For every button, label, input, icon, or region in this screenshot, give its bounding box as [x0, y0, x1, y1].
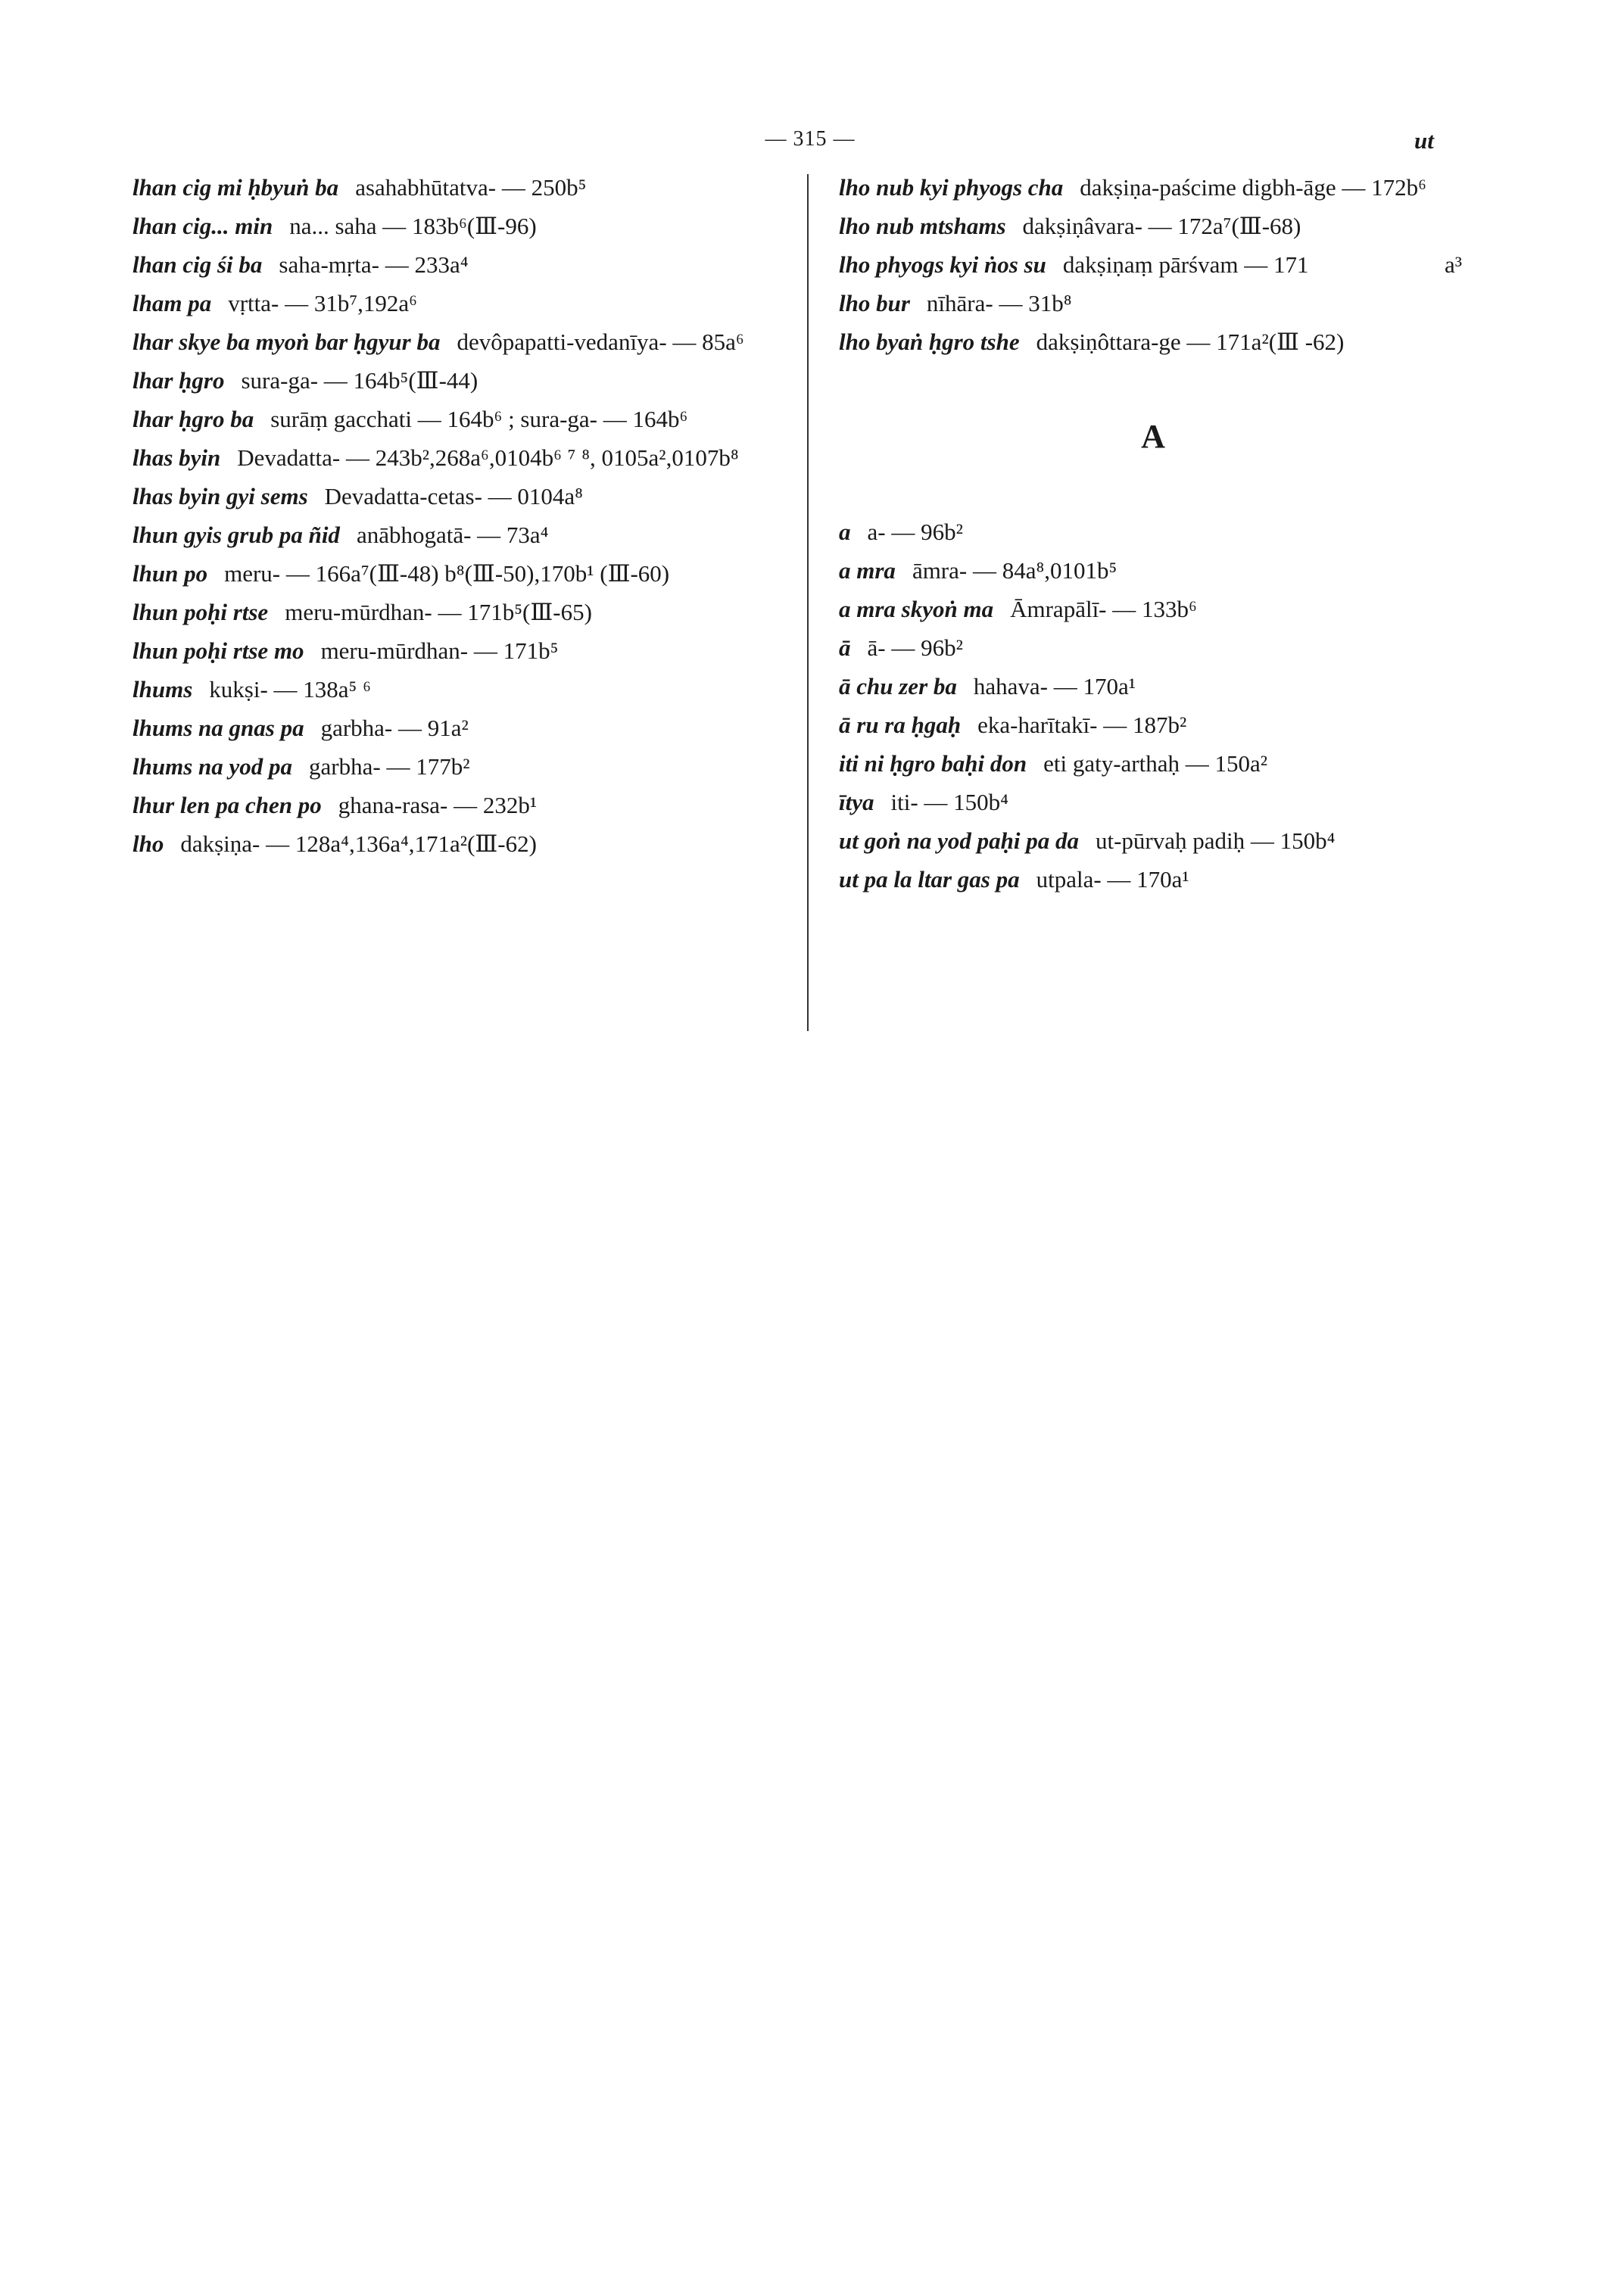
- entry-gloss: hahava- — 170a¹: [973, 673, 1136, 699]
- entry-term: lho: [132, 830, 164, 857]
- entry-gloss: āmra- — 84a⁸,0101b⁵: [912, 557, 1117, 584]
- entry-term: lho bur: [839, 290, 910, 316]
- dictionary-entry: [132, 284, 795, 322]
- dictionary-entry: [132, 168, 795, 207]
- entry-gloss: meru-mūrdhan- — 171b⁵(Ⅲ-65): [285, 599, 592, 625]
- left-column: [132, 168, 795, 863]
- entry-term: lhun poḥi rtse: [132, 599, 269, 625]
- entry-gloss: vṛtta- — 31b⁷,192a⁶: [228, 290, 417, 316]
- entry-gloss: ghana-rasa- — 232b¹: [338, 792, 538, 818]
- entry-gloss: ut-pūrvaḥ padiḥ — 150b⁴: [1095, 827, 1336, 854]
- section-gap: [839, 361, 1498, 399]
- entry-term: lhun poḥi rtse mo: [132, 637, 304, 664]
- dictionary-entry: [132, 554, 795, 593]
- entry-term: lho nub kyi phyogs cha: [839, 174, 1064, 201]
- entry-gloss: kukṣi- — 138a⁵ ⁶: [209, 676, 371, 703]
- dictionary-entry: [839, 783, 1498, 821]
- entry-term: lhun gyis grub pa ñid: [132, 522, 340, 548]
- column-divider: [807, 174, 809, 1031]
- dictionary-entry: [132, 245, 795, 284]
- entry-gloss: sura-ga- — 164b⁵(Ⅲ-44): [241, 367, 478, 394]
- dictionary-entry: [132, 824, 795, 863]
- dictionary-entry: [839, 512, 1498, 551]
- entry-term: lhums na yod pa: [132, 753, 293, 780]
- entry-term: a mra skyoṅ ma: [839, 596, 994, 622]
- dictionary-entry: [132, 438, 795, 477]
- entry-gloss: Devadatta- — 243b²,268a⁶,0104b⁶ ⁷ ⁸, 0105a²,0107b⁸: [237, 444, 739, 471]
- entry-term: lham pa: [132, 290, 212, 316]
- dictionary-entry: [132, 631, 795, 670]
- entry-term: lho nub mtshams: [839, 213, 1006, 239]
- section-letter: A: [1141, 418, 1165, 455]
- entry-term: lhar ḥgro: [132, 367, 225, 394]
- entry-term: lho byaṅ ḥgro tshe: [839, 329, 1020, 355]
- entry-term: iti ni ḥgro baḥi don: [839, 750, 1027, 777]
- entry-gloss: a- — 96b²: [867, 519, 963, 545]
- entry-term: lhur len pa chen po: [132, 792, 322, 818]
- entry-term: lhan cig śi ba: [132, 251, 263, 278]
- entry-gloss: na... saha — 183b⁶(Ⅲ-96): [289, 213, 537, 239]
- page-header: [0, 127, 1624, 157]
- entry-term: ā chu zer ba: [839, 673, 957, 699]
- entry-gloss: nīhāra- — 31b⁸: [926, 290, 1072, 316]
- entry-term: ā: [839, 634, 851, 661]
- entry-term: lhun po: [132, 560, 208, 587]
- entry-gloss: garbha- — 177b²: [309, 753, 470, 780]
- entry-gloss: dakṣiṇaṃ pārśvam — 171: [1062, 251, 1309, 278]
- entry-term: ā ru ra ḥgaḥ: [839, 712, 962, 738]
- dictionary-entry: [132, 361, 795, 400]
- entry-gloss: utpala- — 170a¹: [1036, 866, 1189, 893]
- entry-gloss: surāṃ gacchati — 164b⁶ ; sura-ga- — 164b⁶: [270, 406, 688, 432]
- entry-gloss: dakṣiṇa- — 128a⁴,136a⁴,171a²(Ⅲ-62): [180, 830, 537, 857]
- dictionary-entry: [132, 786, 795, 824]
- entry-gloss: eka-harītakī- — 187b²: [977, 712, 1187, 738]
- dictionary-entry: [132, 709, 795, 747]
- entry-gloss: dakṣiṇâvara- — 172a⁷(Ⅲ-68): [1022, 213, 1301, 239]
- dictionary-entry: [132, 477, 795, 516]
- entry-gloss: saha-mṛta- — 233a⁴: [279, 251, 469, 278]
- entry-term: lhan cig... min: [132, 213, 273, 239]
- dictionary-entry: [839, 628, 1498, 667]
- dictionary-entry: [839, 821, 1498, 860]
- dictionary-entry: [132, 747, 795, 786]
- entry-gloss: iti- — 150b⁴: [890, 789, 1008, 815]
- a-entries: [839, 512, 1498, 899]
- dictionary-entry: [132, 322, 795, 361]
- entry-term: lhas byin: [132, 444, 221, 471]
- dictionary-entry: [839, 207, 1498, 245]
- entry-gloss: dakṣiṇa-paścime digbh-āge — 172b⁶: [1080, 174, 1426, 201]
- entry-gloss: meru-mūrdhan- — 171b⁵: [320, 637, 559, 664]
- page-number: — 315 —: [765, 127, 856, 151]
- entry-term: a: [839, 519, 851, 545]
- entry-term: lhar skye ba myoṅ bar ḥgyur ba: [132, 329, 441, 355]
- entry-gloss: Devadatta-cetas- — 0104a⁸: [324, 483, 583, 509]
- entry-gloss: dakṣiṇôttara-ge — 171a²(Ⅲ -62): [1036, 329, 1345, 355]
- dictionary-entry: [839, 860, 1498, 899]
- entry-gloss: devôpapatti-vedanīya- — 85a⁶: [457, 329, 744, 355]
- dictionary-entry: [132, 670, 795, 709]
- running-head: ut: [1414, 127, 1434, 154]
- entry-gloss: anābhogatā- — 73a⁴: [356, 522, 549, 548]
- entry-term: lhan cig mi ḥbyuṅ ba: [132, 174, 339, 201]
- dictionary-entry: [132, 516, 795, 554]
- entry-gloss: garbha- — 91a²: [320, 715, 469, 741]
- dictionary-entry: [839, 744, 1498, 783]
- dictionary-entry: [839, 551, 1498, 590]
- dictionary-entry: [839, 168, 1498, 207]
- entry-term: ut goṅ na yod paḥi pa da: [839, 827, 1079, 854]
- right-entries: [839, 168, 1498, 361]
- entry-gloss: ā- — 96b²: [867, 634, 963, 661]
- dictionary-entry: [839, 590, 1498, 628]
- entry-term: lho phyogs kyi ṅos su: [839, 251, 1046, 278]
- entry-term: ītya: [839, 789, 874, 815]
- dictionary-entry: [132, 593, 795, 631]
- entry-term: a mra: [839, 557, 896, 584]
- entry-gloss: Āmrapālī- — 133b⁶: [1010, 596, 1197, 622]
- entry-term: lhums na gnas pa: [132, 715, 304, 741]
- entry-gloss: asahabhūtatva- — 250b⁵: [355, 174, 587, 201]
- entry-term: lhar ḥgro ba: [132, 406, 254, 432]
- dictionary-entry: [132, 207, 795, 245]
- dictionary-entry: [839, 667, 1498, 706]
- entry-term: lhums: [132, 676, 193, 703]
- dictionary-entry: [839, 322, 1498, 361]
- dictionary-entry: [132, 400, 795, 438]
- entry-gloss: eti gaty-arthaḥ — 150a²: [1043, 750, 1268, 777]
- dictionary-entry: [839, 706, 1498, 744]
- entry-term: lhas byin gyi sems: [132, 483, 308, 509]
- dictionary-entry: lho phyogs kyi ṅos su dakṣiṇaṃ pārśvam — 171 a³: [839, 251, 1463, 278]
- entry-term: ut pa la ltar gas pa: [839, 866, 1020, 893]
- entry-gloss: meru- — 166a⁷(Ⅲ-48) b⁸(Ⅲ-50),170b¹ (Ⅲ-60): [224, 560, 670, 587]
- dictionary-entry: [839, 284, 1498, 322]
- right-column: [839, 168, 1498, 899]
- section-gap: [839, 475, 1498, 512]
